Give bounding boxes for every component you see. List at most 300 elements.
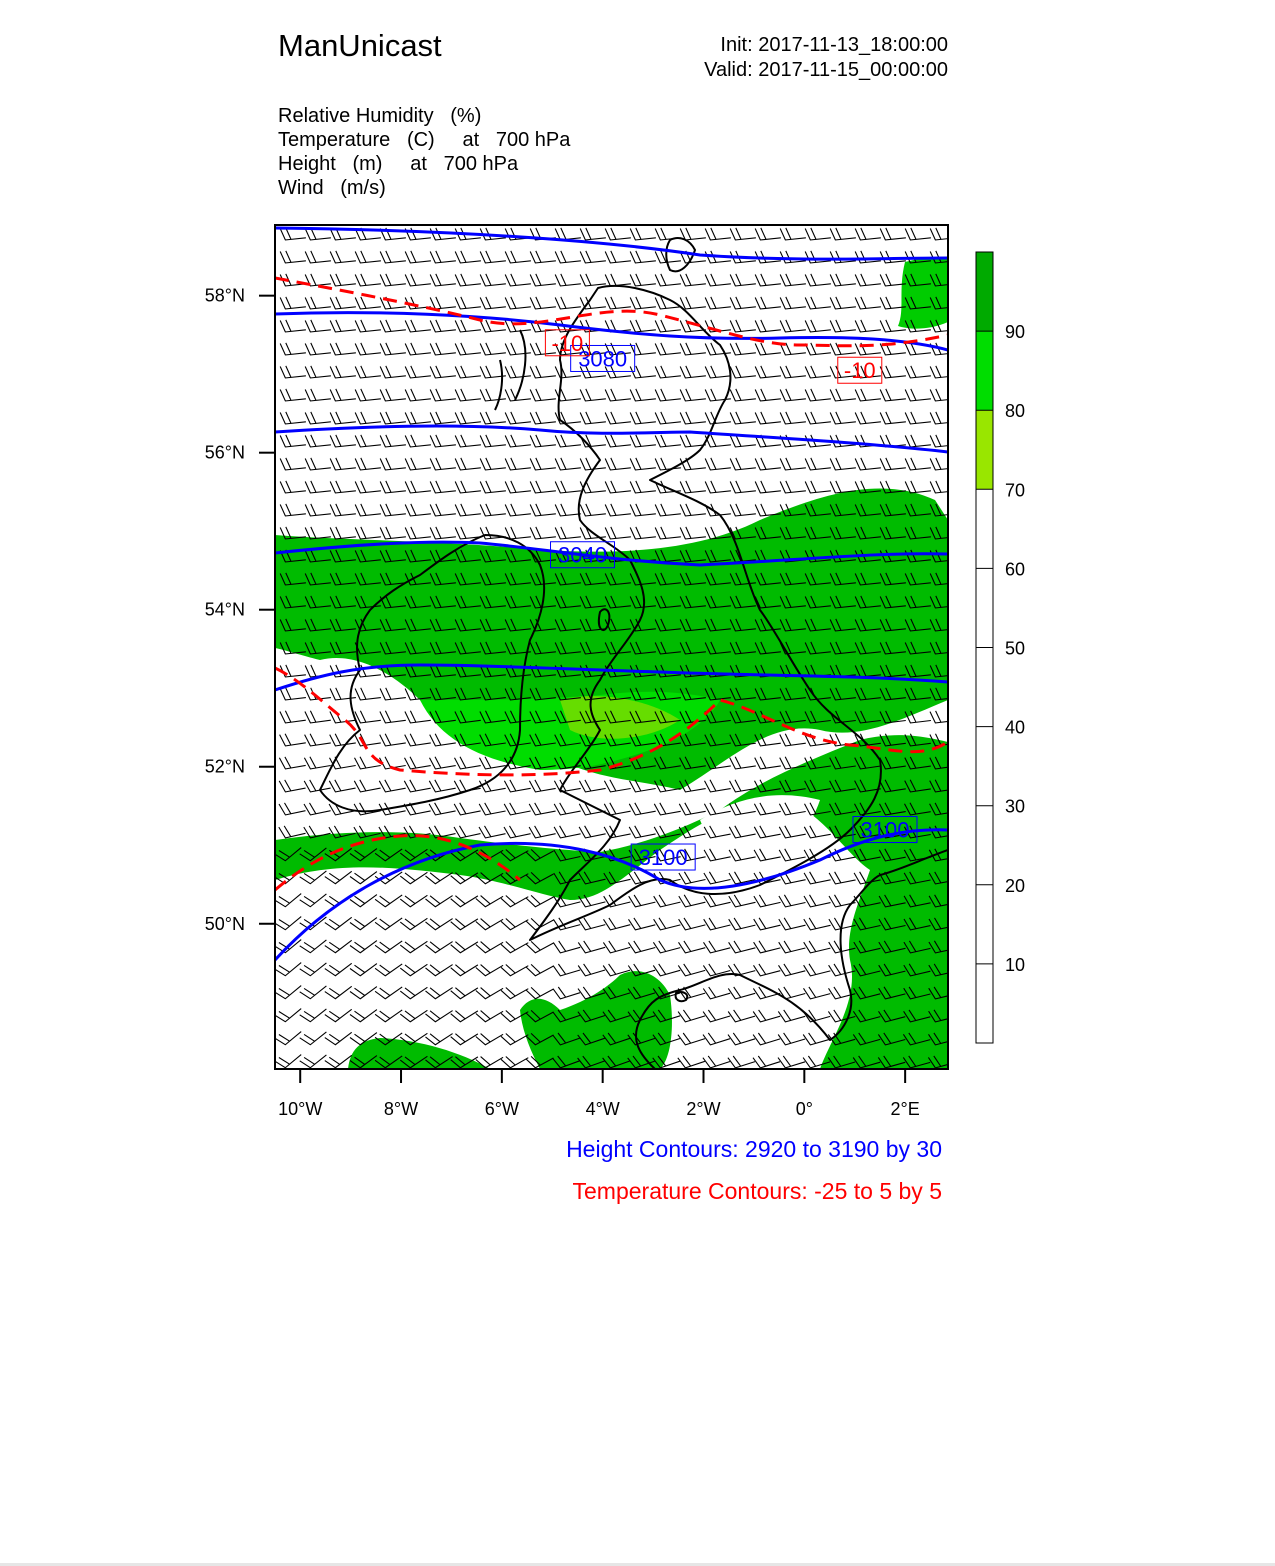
wind-barb xyxy=(305,389,331,401)
field-temperature: Temperature (C) at 700 hPa xyxy=(278,129,571,151)
wind-barb xyxy=(680,320,706,332)
wind-barb xyxy=(804,918,831,930)
wind-barb xyxy=(280,435,306,447)
wind-barb xyxy=(680,297,706,309)
wind-barb xyxy=(355,711,381,723)
wind-barb xyxy=(275,986,302,999)
wind-barb xyxy=(405,389,431,401)
wind-barb xyxy=(855,458,881,470)
wind-barb xyxy=(305,320,331,332)
wind-barb xyxy=(405,343,431,355)
wind-barb xyxy=(505,458,531,470)
wind-barb xyxy=(455,251,481,263)
wind-barb xyxy=(355,504,381,516)
wind-barb xyxy=(329,803,356,815)
wind-barb xyxy=(430,274,456,286)
wind-barb xyxy=(704,918,731,930)
wind-barb xyxy=(455,504,481,516)
lat-tick-label: 50°N xyxy=(204,913,245,934)
wind-barb xyxy=(680,412,706,424)
wind-barb xyxy=(554,826,580,838)
wind-barb xyxy=(730,458,756,470)
wind-barb xyxy=(630,320,656,332)
wind-barb xyxy=(680,274,706,286)
wind-barb xyxy=(455,458,481,470)
wind-barb xyxy=(930,481,956,493)
humidity-region xyxy=(520,971,672,1069)
wind-barb xyxy=(554,803,580,815)
wind-barb xyxy=(275,1009,302,1022)
wind-barb xyxy=(603,941,630,953)
wind-barb xyxy=(455,435,481,447)
wind-barb xyxy=(680,389,706,401)
wind-barb xyxy=(480,435,506,447)
wind-barb xyxy=(505,343,531,355)
wind-barb xyxy=(804,872,830,884)
field-height: Height (m) at 700 hPa xyxy=(278,153,519,175)
wind-barb xyxy=(455,274,481,286)
wind-barb xyxy=(678,1010,705,1022)
wind-barb xyxy=(355,320,381,332)
wind-barb xyxy=(905,458,931,470)
wind-barb xyxy=(480,412,506,424)
wind-barb xyxy=(530,412,556,424)
wind-barb xyxy=(755,274,781,286)
wind-barb xyxy=(728,1033,755,1045)
wind-barb xyxy=(729,895,756,907)
wind-barb xyxy=(805,458,831,470)
wind-barb xyxy=(804,987,831,999)
wind-barb xyxy=(705,780,731,792)
wind-barb xyxy=(630,389,656,401)
wind-barb xyxy=(655,389,681,401)
wind-barb xyxy=(405,320,431,332)
valid-time-label: Valid: 2017-11-15_00:00:00 xyxy=(704,59,948,81)
wind-barb xyxy=(680,343,706,355)
wind-barb xyxy=(730,228,756,240)
wind-barb xyxy=(426,965,453,976)
wind-barb xyxy=(779,895,806,907)
wind-barb xyxy=(305,412,331,424)
wind-barb xyxy=(354,803,381,815)
longitude-axis xyxy=(278,1069,920,1119)
wind-barb xyxy=(654,918,681,930)
wind-barb xyxy=(476,919,503,930)
wind-barb xyxy=(703,1056,730,1068)
wind-barb xyxy=(405,711,431,723)
wind-barb xyxy=(930,366,956,378)
height-contour xyxy=(275,426,948,452)
wind-barb xyxy=(300,894,327,907)
colorbar-tick-label: 80 xyxy=(1005,401,1026,422)
wind-barb xyxy=(855,297,881,309)
wind-barb xyxy=(479,780,505,792)
wind-barb xyxy=(804,941,831,953)
wind-barb xyxy=(400,872,427,884)
colorbar-tick-label: 90 xyxy=(1005,322,1026,343)
wind-barb xyxy=(355,481,381,493)
wind-barb xyxy=(530,458,556,470)
wind-barb xyxy=(905,228,931,240)
wind-barb xyxy=(753,1033,780,1045)
lat-tick-label: 52°N xyxy=(204,756,245,777)
wind-barb xyxy=(501,1034,528,1046)
wind-barb xyxy=(605,481,631,493)
wind-barb xyxy=(754,964,781,976)
wind-barb xyxy=(655,274,681,286)
humidity-colorbar xyxy=(976,252,1025,1043)
humidity-region xyxy=(348,1038,490,1069)
wind-barb xyxy=(479,803,505,815)
wind-barb xyxy=(330,527,356,539)
wind-barb xyxy=(580,389,606,401)
wind-barb xyxy=(325,1032,352,1045)
wind-barb xyxy=(630,412,656,424)
wind-barb xyxy=(855,389,881,401)
wind-barb xyxy=(430,366,456,378)
wind-barb xyxy=(454,803,480,815)
wind-barb xyxy=(426,919,453,930)
wind-barb xyxy=(780,412,806,424)
wind-barb xyxy=(780,297,806,309)
wind-barb xyxy=(505,251,531,263)
wind-barb xyxy=(704,941,731,953)
wind-barb xyxy=(630,297,656,309)
wind-barb xyxy=(678,1056,705,1068)
wind-barb xyxy=(400,895,427,907)
contour-label: 3100 xyxy=(638,845,688,871)
wind-barb xyxy=(280,734,306,746)
wind-barb xyxy=(680,527,706,539)
wind-barb xyxy=(280,504,306,516)
wind-barb xyxy=(355,274,381,286)
wind-barb xyxy=(905,435,931,447)
wind-barb xyxy=(630,527,656,539)
wind-barb xyxy=(426,896,453,907)
wind-barb xyxy=(355,688,381,700)
wind-barb xyxy=(405,458,431,470)
wind-barb xyxy=(655,412,681,424)
wind-barb xyxy=(300,871,327,884)
wind-barb xyxy=(350,941,377,953)
wind-barb xyxy=(653,964,680,976)
wind-barb xyxy=(404,780,430,792)
wind-barb xyxy=(325,871,352,884)
colorbar-tick-label: 30 xyxy=(1005,796,1026,817)
wind-barb xyxy=(703,1033,730,1045)
wind-barb xyxy=(280,320,306,332)
wind-barb xyxy=(679,918,706,930)
wind-barb xyxy=(451,942,478,953)
wind-barb xyxy=(930,412,956,424)
wind-barb xyxy=(430,527,456,539)
wind-barb xyxy=(426,873,453,884)
wind-barb xyxy=(505,297,531,309)
wind-barb xyxy=(705,297,731,309)
lat-tick-label: 56°N xyxy=(204,442,245,463)
wind-barb xyxy=(280,458,306,470)
wind-barb xyxy=(400,1010,427,1022)
wind-barb xyxy=(476,988,503,999)
wind-barb xyxy=(805,320,831,332)
wind-barb xyxy=(605,297,631,309)
wind-barb xyxy=(703,1010,730,1022)
wind-barb xyxy=(451,988,478,999)
wind-barb xyxy=(629,803,655,815)
wind-barb xyxy=(755,366,781,378)
contour-label: 3080 xyxy=(578,346,628,372)
wind-barb xyxy=(380,389,406,401)
lat-tick-label: 54°N xyxy=(204,599,245,620)
wind-barb xyxy=(280,366,306,378)
wind-barb xyxy=(430,320,456,332)
contour-label: 3040 xyxy=(558,542,607,568)
wind-barb xyxy=(305,435,331,447)
wind-barb xyxy=(305,527,331,539)
wind-barb xyxy=(280,343,306,355)
wind-barb xyxy=(829,872,855,884)
wind-barb xyxy=(529,780,555,792)
wind-barb xyxy=(501,896,528,908)
wind-barb xyxy=(530,481,556,493)
wind-barb xyxy=(805,228,831,240)
wind-barb xyxy=(279,780,305,792)
wind-barb xyxy=(755,297,781,309)
wind-barb xyxy=(325,1055,352,1068)
wind-barb xyxy=(654,803,680,815)
wind-barb xyxy=(629,895,656,907)
wind-barb xyxy=(630,343,656,355)
wind-barb xyxy=(380,274,406,286)
wind-barb xyxy=(553,987,580,999)
wind-barb xyxy=(555,435,581,447)
wind-barb xyxy=(355,366,381,378)
wind-barb xyxy=(305,711,331,723)
wind-barb xyxy=(451,896,478,907)
wind-barb xyxy=(580,251,606,263)
wind-barb xyxy=(855,274,881,286)
wind-barb xyxy=(305,504,331,516)
wind-barb xyxy=(325,940,352,953)
wind-barb xyxy=(405,757,431,769)
lon-tick-label: 2°E xyxy=(890,1099,920,1119)
wind-barb xyxy=(405,734,431,746)
wind-barb xyxy=(330,366,356,378)
colorbar-tick-label: 70 xyxy=(1005,480,1026,501)
wind-barb xyxy=(305,343,331,355)
wind-barb xyxy=(380,527,406,539)
wind-barb xyxy=(880,228,906,240)
wind-barb xyxy=(280,688,306,700)
wind-barb xyxy=(280,251,306,263)
height-contour-note: Height Contours: 2920 to 3190 by 30 xyxy=(566,1136,942,1162)
wind-barb xyxy=(455,757,481,769)
wind-barb xyxy=(430,297,456,309)
wind-barb xyxy=(728,1056,755,1068)
wind-barb xyxy=(380,320,406,332)
lon-tick-label: 4°W xyxy=(585,1099,620,1119)
lon-tick-label: 8°W xyxy=(383,1099,419,1119)
wind-barb xyxy=(730,320,756,332)
wind-barb xyxy=(430,389,456,401)
wind-barb xyxy=(480,274,506,286)
wind-barb xyxy=(778,1010,805,1022)
wind-barb xyxy=(330,389,356,401)
wind-barb xyxy=(300,1055,327,1068)
wind-barb xyxy=(605,228,631,240)
wind-barb xyxy=(454,826,481,838)
wind-barb xyxy=(305,366,331,378)
lon-tick-label: 2°W xyxy=(686,1099,721,1119)
wind-barb xyxy=(430,481,456,493)
wind-barb xyxy=(305,297,331,309)
wind-barb xyxy=(830,412,856,424)
wind-barb xyxy=(504,803,530,815)
wind-barb xyxy=(605,527,631,539)
wind-barb xyxy=(629,826,655,838)
wind-barb xyxy=(555,504,581,516)
wind-barb xyxy=(375,1010,402,1022)
wind-barb xyxy=(605,435,631,447)
wind-barb xyxy=(455,343,481,355)
wind-barb xyxy=(580,228,606,240)
wind-barb xyxy=(430,251,456,263)
wind-barb xyxy=(755,481,781,493)
wind-barb xyxy=(555,274,581,286)
wind-barb xyxy=(729,941,756,953)
wind-barb xyxy=(578,941,605,953)
wind-barb xyxy=(305,481,331,493)
wind-barb xyxy=(630,274,656,286)
wind-barb xyxy=(930,228,956,240)
wind-barb xyxy=(305,734,331,746)
wind-barb xyxy=(553,964,580,976)
wind-barb xyxy=(754,895,781,907)
wind-barb xyxy=(330,251,356,263)
wind-barb xyxy=(604,780,630,792)
wind-barb xyxy=(630,435,656,447)
wind-barb xyxy=(530,366,556,378)
wind-barb xyxy=(380,711,406,723)
wind-barb xyxy=(778,1033,805,1045)
wind-barb xyxy=(304,780,330,792)
wind-barb xyxy=(430,504,456,516)
wind-barb xyxy=(451,919,478,930)
wind-barb xyxy=(479,826,506,838)
wind-barb xyxy=(305,458,331,470)
wind-barb xyxy=(380,435,406,447)
wind-barb xyxy=(880,389,906,401)
wind-barb xyxy=(880,366,906,378)
wind-barb xyxy=(330,297,356,309)
wind-barb xyxy=(630,458,656,470)
chart-title: ManUnicast xyxy=(278,28,442,63)
colorbar-tick-label: 60 xyxy=(1005,559,1026,580)
wind-barb xyxy=(405,251,431,263)
wind-barb xyxy=(505,412,531,424)
wind-barb xyxy=(476,942,503,953)
wind-barb xyxy=(455,297,481,309)
wind-barb xyxy=(530,389,556,401)
wind-barb xyxy=(451,1011,478,1022)
wind-barb xyxy=(830,228,856,240)
wind-barb xyxy=(355,435,381,447)
wind-barb xyxy=(451,1034,478,1045)
wind-barb xyxy=(780,734,806,746)
wind-barb xyxy=(755,504,781,516)
wind-barb xyxy=(350,918,377,930)
wind-barb xyxy=(300,1032,327,1045)
wind-barb xyxy=(355,527,381,539)
wind-barb xyxy=(705,458,731,470)
wind-barb xyxy=(630,228,656,240)
wind-barb xyxy=(325,1009,352,1022)
wind-barb xyxy=(380,504,406,516)
wind-barb xyxy=(300,986,327,999)
wind-barb xyxy=(829,895,856,907)
colorbar-band xyxy=(976,331,993,410)
wind-barb xyxy=(930,435,956,447)
wind-barb xyxy=(530,274,556,286)
wind-barb xyxy=(905,366,931,378)
wind-barb xyxy=(280,665,306,677)
wind-barb xyxy=(655,343,681,355)
wind-barb xyxy=(480,251,506,263)
wind-barb xyxy=(275,917,302,930)
wind-barb xyxy=(605,274,631,286)
wind-barb xyxy=(780,458,806,470)
wind-barb xyxy=(805,297,831,309)
wind-barb xyxy=(526,941,553,953)
wind-barb xyxy=(630,504,656,516)
wind-barb xyxy=(275,894,302,907)
wind-barb xyxy=(350,987,377,999)
wind-barb xyxy=(830,481,856,493)
wind-barb xyxy=(505,435,531,447)
wind-barb xyxy=(580,504,606,516)
wind-barb xyxy=(804,895,831,907)
wind-barb xyxy=(480,504,506,516)
wind-barb xyxy=(805,412,831,424)
wind-barb xyxy=(505,481,531,493)
wind-barb xyxy=(730,504,756,516)
wind-barb xyxy=(455,320,481,332)
wind-barb xyxy=(330,458,356,470)
wind-barb xyxy=(580,274,606,286)
wind-barb xyxy=(355,734,381,746)
wind-barb xyxy=(705,481,731,493)
colorbar-band xyxy=(976,252,993,331)
wind-barb xyxy=(855,251,881,263)
wind-barb xyxy=(325,986,352,999)
wind-barb xyxy=(330,274,356,286)
wind-barb xyxy=(555,297,581,309)
wind-barb xyxy=(304,757,330,769)
wind-barb xyxy=(430,757,456,769)
wind-barb xyxy=(905,389,931,401)
wind-barb xyxy=(429,780,455,792)
wind-barb xyxy=(505,274,531,286)
colorbar-tick-label: 20 xyxy=(1005,875,1026,896)
wind-barb xyxy=(830,251,856,263)
wind-barb xyxy=(476,896,503,907)
wind-barb xyxy=(554,780,580,792)
wind-barb xyxy=(355,251,381,263)
latitude-axis xyxy=(205,286,275,934)
colorbar-tick-label: 50 xyxy=(1005,638,1026,659)
wind-barb xyxy=(805,481,831,493)
wind-barb xyxy=(654,895,681,907)
